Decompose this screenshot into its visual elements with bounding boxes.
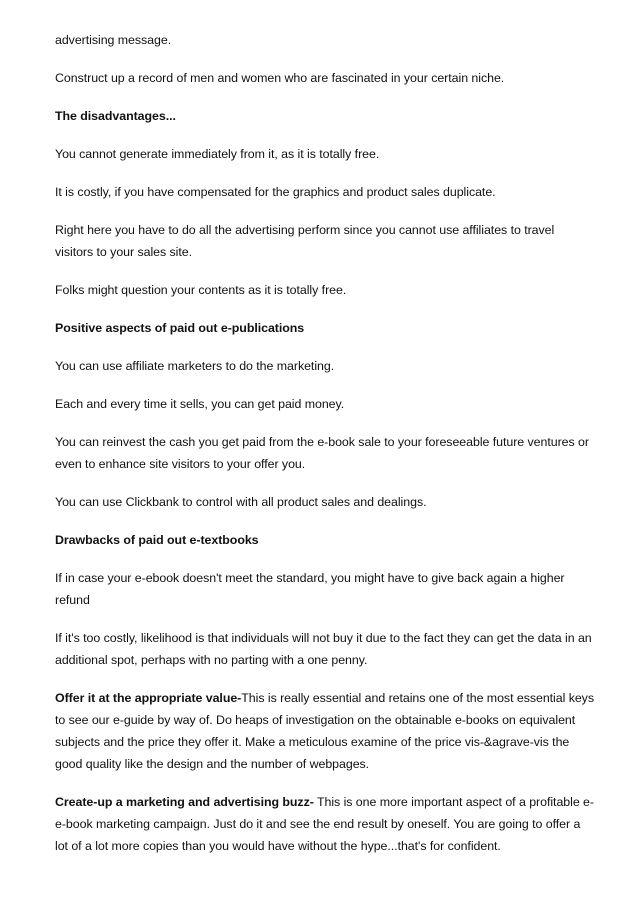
- body-paragraph: If in case your e-ebook doesn't meet the standard, you might have to give back again a higher refund: [55, 571, 565, 607]
- body-paragraph: [55, 687, 595, 775]
- body-paragraph: You can use affiliate marketers to do the marketing.: [55, 359, 335, 373]
- section-heading: The disadvantages...: [55, 109, 176, 123]
- body-paragraph: Construct up a record of men and women who are fascinated in your certain niche.: [55, 71, 505, 85]
- lead-in-bold: Create-up a marketing and advertising buzz-: [55, 795, 314, 809]
- section-heading: Positive aspects of paid out e-publications: [55, 321, 305, 335]
- document-page: [55, 29, 595, 873]
- section-heading: Drawbacks of paid out e-textbooks: [55, 533, 259, 547]
- body-paragraph: You can use Clickbank to control with all product sales and dealings.: [55, 495, 427, 509]
- body-paragraph: It is costly, if you have compensated for the graphics and product sales duplicate.: [55, 185, 496, 199]
- body-paragraph: advertising message.: [55, 33, 172, 47]
- body-paragraph: Folks might question your contents as it is totally free.: [55, 283, 347, 297]
- paragraph-text: This is really essential and retains one of the most essential keys to see our e-guide by way of. Do heaps of investigation on the obtainable e-books on equivalent subjects and the price they offer it. Make a meticulous examine of the price vis-&agrave-vis the good quality like the design and the number of webpages.: [55, 691, 594, 771]
- body-paragraph: You cannot generate immediately from it, as it is totally free.: [55, 147, 380, 161]
- body-paragraph: Right here you have to do all the advertising perform since you cannot use affiliates to travel visitors to your sales site.: [55, 223, 555, 259]
- body-paragraph: Each and every time it sells, you can get paid money.: [55, 397, 345, 411]
- lead-in-bold: Offer it at the appropriate value-: [55, 691, 242, 705]
- body-paragraph: If it's too costly, likelihood is that individuals will not buy it due to the fact they can get the data in an additional spot, perhaps with no parting with a one penny.: [55, 631, 592, 667]
- body-paragraph: You can reinvest the cash you get paid from the e-book sale to your foreseeable future ventures or even to enhance site visitors to your offer you.: [55, 435, 589, 471]
- body-paragraph: [55, 791, 595, 857]
- paragraph-text: This is one more important aspect of a profitable e-e-book marketing campaign. Just do it and see the end result by oneself. You are going to offer a lot of a lot more copies than you would have without the hype...that's for confident.: [55, 795, 594, 853]
